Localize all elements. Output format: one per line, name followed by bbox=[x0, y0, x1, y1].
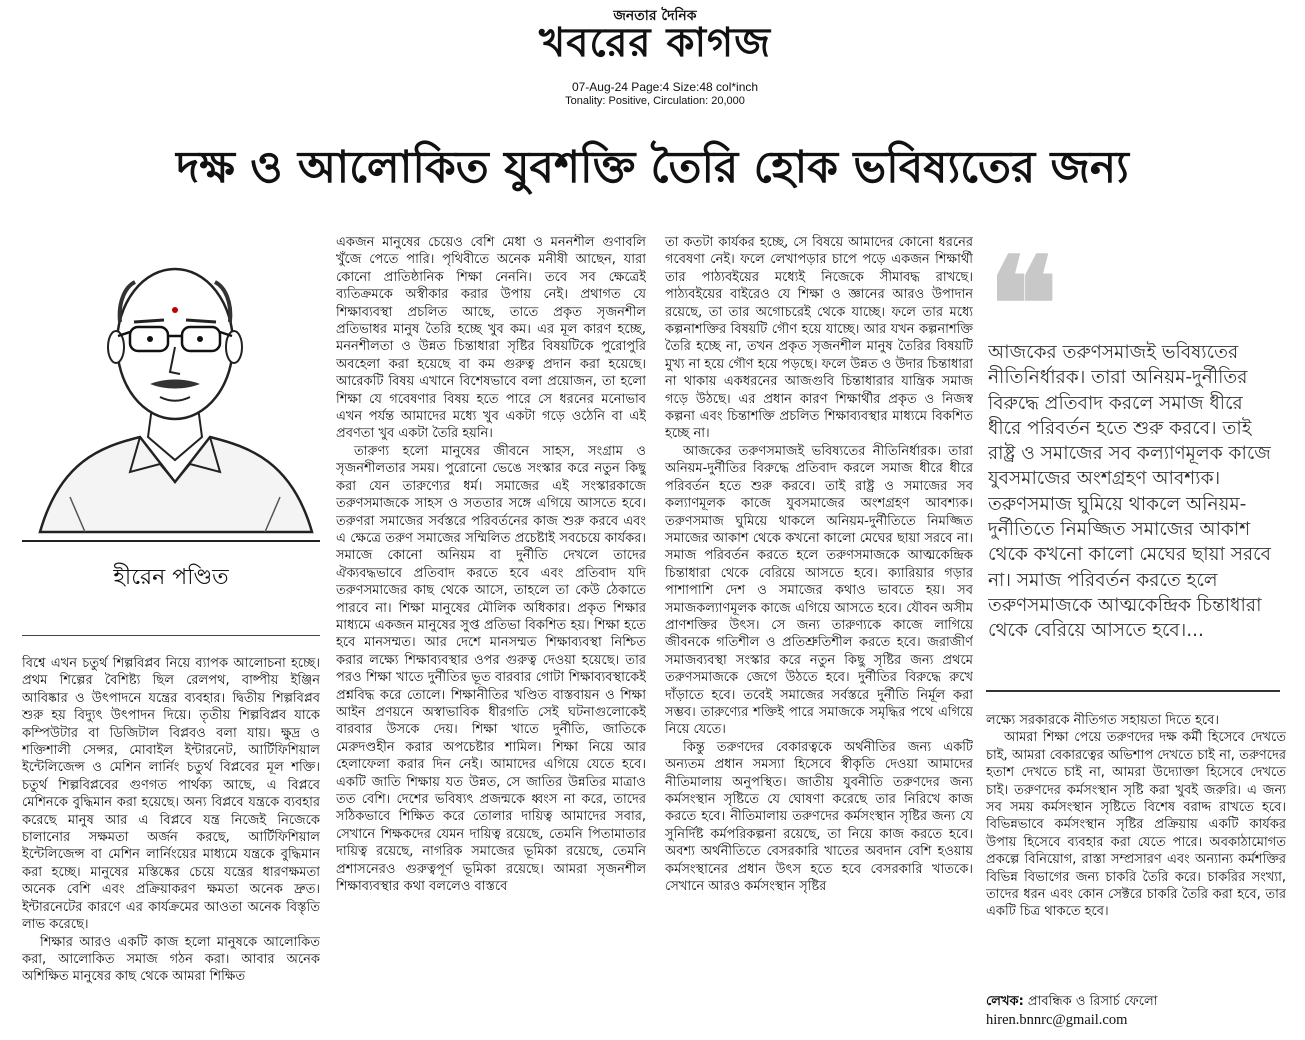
author-divider-top bbox=[22, 540, 320, 542]
paragraph: তা কতটা কার্যকর হচ্ছে, সে বিষয়ে আমাদের কোনো ধরনের গবেষণা নেই। ফলে লেখাপড়ার চাপে পড়ে একজন শিক্ষার্থী তার পাঠ্যবইয়ের মধ্যেই নিজেকে সীমাবদ্ধ রাখছে। পাঠ্যবইয়ের বাইরেও যে শিক্ষা ও জ্ঞানের আরও উপাদান রয়েছে, তা তার অগোচরেই থেকে যাচ্ছে। ফলে তার মধ্যে কল্পনাশক্তির বিষয়টি গৌণ হয়ে যাচ্ছে। আর যখন কল্পনাশক্তি তৈরি হচ্ছে না, তখন প্রকৃত সৃজনশীল মানুষ তৈরির বিষয়টি মুখ্য না হয়ে গৌণ হয়ে পড়ছে। ফলে উন্নত ও উদার চিন্তাধারা না থাকায় একধরনের আজগুবি চিন্তাধারার যান্ত্রিক সমাজ গড়ে উঠছে। এর প্রধান কারণ শিক্ষার্থীর প্রকৃত ও নিজস্ব কল্পনা এবং চিন্তাশক্তি প্রচলিত শিক্ষাব্যবস্থার মাধ্যমে বিকশিত হচ্ছে না। bbox=[665, 235, 973, 442]
article-column-2 bbox=[336, 234, 646, 1034]
paragraph: শিক্ষার আরও একটি কাজ হলো মানুষকে আলোকিত করা, আলোকিত সমাজ গঠন করা। আবার অনেক অশিক্ষিত মানুষের কাছ থেকে আমরা শিক্ষিত bbox=[22, 934, 320, 985]
paragraph: একজন মানুষের চেয়েও বেশি মেধা ও মননশীল গুণাবলি খুঁজে পেতে পারি। পৃথিবীতে অনেক মনীষী আছেন, যারা কোনো প্রাতিষ্ঠানিক শিক্ষা নেননি। তবে সব ক্ষেত্রেই ব্যতিক্রমকে অস্বীকার করার উপায় নেই। প্রথাগত যে শিক্ষাব্যবস্থা প্রচলিত আছে, তাতে প্রকৃত সৃজনশীল প্রতিভাধর মানুষ তৈরি হচ্ছে খুব কম। এর মূল কারণ হচ্ছে, মননশীলতা ও উন্নত চিন্তাধারা সৃষ্টির বিষয়টিকে পুরোপুরি অবহেলা করা হয়েছে বা কম গুরুত্ব প্রদান করা হয়েছে। আরেকটি বিষয় এখানে বিশেষভাবে বলা প্রয়োজন, তা হলো শিক্ষা যে গবেষণার বিষয় হতে পারে সে ধরনের মনোভাব এখন পর্যন্ত আমাদের মধ্যে খুব একটা গড়ে ওঠেনি বা এই প্রবণতা খুব একটা তৈরি হয়নি। bbox=[336, 235, 646, 442]
paragraph: আজকের তরুণসমাজই ভবিষ্যতের নীতিনির্ধারক। তারা অনিয়ম-দুর্নীতির বিরুদ্ধে প্রতিবাদ করলে সমাজ ধীরে ধীরে পরিবর্তন হতে শুরু করবে। তাই রাষ্ট্র ও সমাজের সব কল্যাণমূলক কাজে যুবসমাজের অংশগ্রহণ আবশ্যক। তরুণসমাজ ঘুমিয়ে থাকলে অনিয়ম-দুর্নীতিতে নিমজ্জিত সমাজের আকাশ থেকে কখনো কালো মেঘের ছায়া সরবে না। সমাজ পরিবর্তন করতে হলে তরুণসমাজকে আত্মকেন্দ্রিক চিন্তাধারা থেকে বেরিয়ে আসতে হবে। ক্যারিয়ার গড়ার পাশাপাশি দেশ ও সমাজের কথাও ভাবতে হয়। সব সমাজকল্যাণমূলক কাজে এগিয়ে আসতে হবে। যৌবন অসীম প্রাণশক্তির উৎস। সে জন্য তারুণ্যকে কাজে লাগিয়ে জীবনকে গতিশীল ও প্রতিশ্রুতিশীল করতে হবে। জরাজীর্ণ সমাজব্যবস্থা সংস্কার করে নতুন কিছু সৃষ্টির জন্য প্রথমে তরুণসমাজকে জেগে উঠতে হবে। দুর্নীতির বিরুদ্ধে রুখে দাঁড়াতে হবে। তবেই সমাজের সর্বস্তরে দুর্নীতি নির্মূল করা সম্ভব। তারুণ্যের শক্তিই পারে সমাজকে সমৃদ্ধির পথে এগিয়ে নিয়ে যেতে। bbox=[665, 443, 973, 738]
article-column-4 bbox=[986, 712, 1286, 982]
paragraph: তারুণ্য হলো মানুষের জীবনে সাহস, সংগ্রাম ও সৃজনশীলতার সময়। পুরোনো ভেঙে সংস্কার করে নতুন কিছু করা যেন তারুণ্যের ধর্ম। সমাজের এই সংস্কারকাজে তরুণসমাজকে সাহস ও সততার সঙ্গে এগিয়ে আসতে হবে। তরুণরা সমাজের সর্বস্তরে পরিবর্তনের কাজ শুরু করবে এবং এ ক্ষেত্রে তরুণ সমাজের সম্মিলিত প্রচেষ্টাই সবচেয়ে কার্যকর। সমাজে কোনো অনিয়ম বা দুর্নীতি দেখলে তাদের ঐক্যবদ্ধভাবে প্রতিবাদ করতে হবে এবং প্রতিবাদ যদি তরুণসমাজের কাছ থেকে আসে, তাহলে তা কেউ ঠেকাতে পারবে না। শিক্ষা মানুষের মৌলিক অধিকার। প্রকৃত শিক্ষার মাধ্যমে একজন মানুষের সুপ্ত প্রতিভা বিকশিত হয়। শিক্ষা হতে হবে মানসম্মত। আর দেশে মানসম্মত শিক্ষাব্যবস্থা নিশ্চিত করার লক্ষ্যে শিক্ষাব্যবস্থার ওপর গুরুত্ব দেওয়া হয়েছে। তার পরও শিক্ষা খাতে দুর্নীতির ভূত বারবার গোটা শিক্ষাব্যবস্থাকেই প্রশ্নবিদ্ধ করে তোলে। শিক্ষানীতির খণ্ডিত বাস্তবায়ন ও শিক্ষা আইন প্রণয়নে অস্বাভাবিক ধীরগতি সেই ঘটনাগুলোকেই বারবার উসকে দেয়। শিক্ষা খাতে দুর্নীতি, জাতিকে মেরুদণ্ডহীন করার অপচেষ্টার শামিল। শিক্ষা নিয়ে আর হেলাফেলা করার দিন নেই। আমাদের এগিয়ে যেতে হবে। একটি জাতি শিক্ষায় যত উন্নত, সে জাতির উন্নতির মাত্রাও তত বেশি। দেশের ভবিষ্যৎ প্রজন্মকে ধ্বংস না করে, তাদের সঠিকভাবে শিক্ষিত করে তোলার দায়িত্ব আমাদের সবার, সেখানে শিক্ষকদের যেমন দায়িত্ব রয়েছে, তেমনি পিতামাতার দায়িত্ব রয়েছে, নাগরিক সমাজের ভূমিকা রয়েছে, তেমনি প্রশাসনেরও গুরুত্বপূর্ণ ভূমিকা রয়েছে। আমরা সৃজনশীল শিক্ষাব্যবস্থার কথা বললেও বাস্তবে bbox=[336, 443, 646, 895]
article-column-3 bbox=[665, 234, 973, 1034]
author-divider-bottom bbox=[22, 635, 320, 636]
author-email: hiren.bnnrc@gmail.com bbox=[986, 1012, 1128, 1028]
quote-mark-icon: ❝ bbox=[988, 228, 1058, 381]
paragraph: কিন্তু তরুণদের বেকারত্বকে অর্থনীতির জন্য একটি অন্যতম প্রধান সমস্যা হিসেবে স্বীকৃতি দেওয়া আমাদের নীতিমালায় অনুপস্থিত। জাতীয় যুবনীতি তরুণদের জন্য কর্মসংস্থান সৃষ্টিতে যে ঘোষণা করেছে তার নিরিখে কাজ করতে হবে। নীতিমালায় তরুণদের কর্মসংস্থান সৃষ্টির জন্য যে সুনির্দিষ্ট কর্মপরিকল্পনা রয়েছে, তা নিয়ে কাজ করতে হবে। অবশ্য অর্থনীতিতে বেসরকারি খাতের অবদান বেশি হওয়ায় কর্মসংস্থানের প্রধান উৎস হতে হবে বেসরকারি খাতকে। সেখানে আরও কর্মসংস্থান সৃষ্টির bbox=[665, 739, 973, 895]
paragraph: আমরা শিক্ষা পেয়ে তরুণদের দক্ষ কর্মী হিসেবে দেখতে চাই, আমরা বেকারত্বের অভিশাপ দেখতে চাই না, তরুণদের হতাশ দেখতে চাই না, আমরা উদ্যোক্তা হিসেবে দেখতে চাই। তরুণদের কর্মসংস্থান সৃষ্টি করা খুবই জরুরি। এ জন্য সব সময় কর্মসংস্থান সৃষ্টিতে বিশেষ বরাদ্দ রাখতে হবে। বিভিন্নভাবে কর্মসংস্থান সৃষ্টির প্রক্রিয়ায় একটি কার্যকর উপায় হিসেবে ব্যবহার করা যেতে পারে। অবকাঠামোগত প্রকল্পে বিনিয়োগ, রাস্তা সম্প্রসারণ এবং অন্যান্য কর্মশক্তির বিভিন্ন বিভাগের জন্য চাকরি তৈরি করে। চাকরির সংখ্যা, তাদের ধরন এবং কোন সেক্টরে চাকরি তৈরি করা হবে, তার একটি চিত্র থাকতে হবে। bbox=[986, 730, 1286, 920]
article-headline: দক্ষ ও আলোকিত যুবশক্তি তৈরি হোক ভবিষ্যতের জন্য bbox=[176, 142, 1129, 193]
clipping-meta-line: 07-Aug-24 Page:4 Size:48 col*inch bbox=[571, 80, 759, 94]
article-column-1 bbox=[22, 655, 320, 1035]
pull-quote: আজকের তরুণসমাজই ভবিষ্যতের নীতিনির্ধারক। তারা অনিয়ম-দুর্নীতির বিরুদ্ধে প্রতিবাদ করলে সমাজ ধীরে ধীরে পরিবর্তন হতে শুরু করবে। তাই রাষ্ট্র ও সমাজের সব কল্যাণমূলক কাজে যুবসমাজের অংশগ্রহণ আবশ্যক। তরুণসমাজ ঘুমিয়ে থাকলে অনিয়ম-দুর্নীতিতে নিমজ্জিত সমাজের আকাশ থেকে কখনো কালো মেঘের ছায়া সরবে না। সমাজ পরিবর্তন করতে হলে তরুণসমাজকে আত্মকেন্দ্রিক চিন্তাধারা থেকে বেরিয়ে আসতে হবে।... bbox=[988, 342, 1271, 642]
paragraph: লক্ষ্যে সরকারকে নীতিগত সহায়তা দিতে হবে। bbox=[986, 713, 1220, 728]
author-portrait bbox=[30, 232, 320, 542]
paragraph: বিশ্বে এখন চতুর্থ শিল্পবিপ্লব নিয়ে ব্যাপক আলোচনা হচ্ছে। প্রথম শিল্পের বৈশিষ্ট্য ছিল রেলপথ, বাষ্পীয় ইঞ্জিন আবিষ্কার ও উৎপাদনে যন্ত্রের ব্যবহার। দ্বিতীয় শিল্পবিপ্লব শুরু হয় বিদ্যুৎ উৎপাদন দিয়ে। তৃতীয় শিল্পবিপ্লব যাকে কম্পিউটার বা ডিজিটাল বিপ্লবও বলা যায়। ক্ষুদ্র ও শক্তিশালী সেন্সর, মোবাইল ইন্টারনেট, আর্টিফিশিয়াল ইন্টেলিজেন্স ও মেশিন লার্নিং চতুর্থ বিপ্লবের মূল শক্তি। চতুর্থ শিল্পবিপ্লবের গুণগত পার্থক্য আছে, এ বিপ্লবে মেশিনকে বুদ্ধিমান করা হয়েছে। অন্য বিপ্লবে যন্ত্রকে ব্যবহার করেছে মানুষ আর এ বিপ্লবে যন্ত্র নিজেই নিজেকে চালানোর সক্ষমতা অর্জন করছে, আর্টিফিশিয়াল ইন্টেলিজেন্স বা মেশিন লার্নিংয়ের মাধ্যমে যন্ত্রকে বুদ্ধিমান করা হচ্ছে। মানুষের মস্তিষ্কের চেয়ে যন্ত্রের ধারণক্ষমতা অনেক বেশি এবং প্রক্রিয়াকরণ ক্ষমতা অনেক দ্রুত। ইন্টারনেটের কারণে এর কার্যক্রমের আওতা অনেক বিস্তৃতি লাভ করেছে। bbox=[22, 656, 320, 933]
byline-label: লেখক: bbox=[986, 994, 1024, 1009]
newspaper-name: খবরের কাগজ bbox=[538, 20, 772, 66]
masthead-tagline: জনতার দৈনিক bbox=[613, 8, 697, 24]
byline-text: প্রাবন্ধিক ও রিসার্চ ফেলো bbox=[1023, 994, 1158, 1009]
clipping-tonality-line: Tonality: Positive, Circulation: 20,000 bbox=[565, 95, 745, 107]
author-name: হীরেন পণ্ডিত bbox=[113, 565, 229, 590]
author-byline bbox=[986, 992, 1286, 1013]
pull-quote-divider bbox=[986, 690, 1280, 692]
